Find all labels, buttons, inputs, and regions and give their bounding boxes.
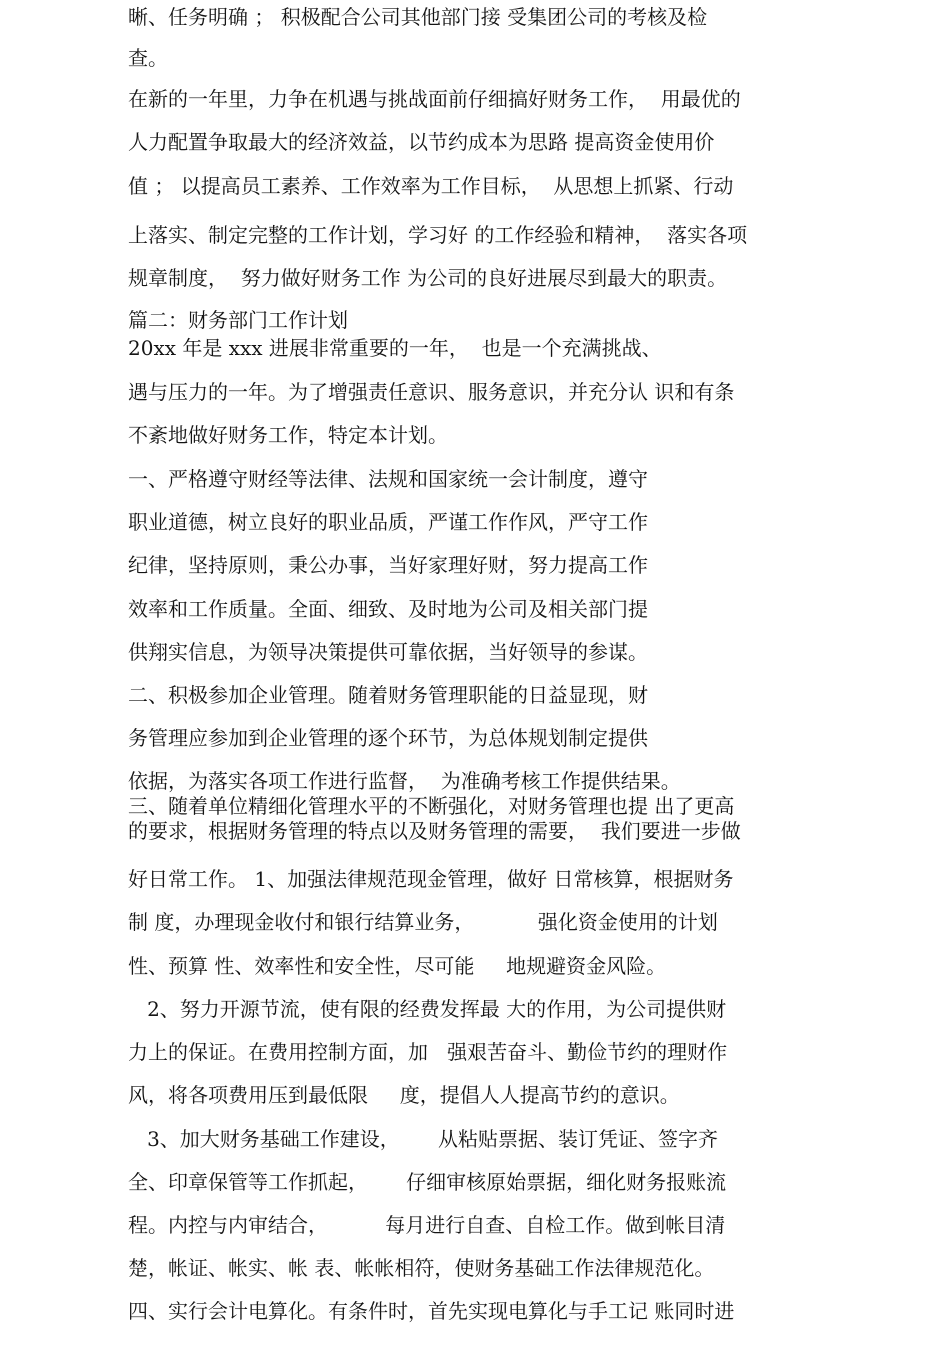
text-line: 制 度，办理现金收付和银行结算业务， 强化资金使用的计划 [128, 910, 718, 934]
text-line: 3、加大财务基础工作建设， 从粘贴票据、装订凭证、签字齐 [128, 1127, 718, 1151]
section-heading: 篇二：财务部门工作计划 [128, 308, 348, 332]
text-line: 规章制度， 努力做好财务工作 为公司的良好进展尽到最大的职责。 [128, 266, 728, 290]
text-line: 依据，为落实各项工作进行监督， 为准确考核工作提供结果。 [128, 769, 681, 793]
text-line: 晰、任务明确 ； 积极配合公司其他部门接 受集团公司的考核及检 [128, 5, 708, 29]
text-line: 楚，帐证、帐实、帐 表、帐帐相符，使财务基础工作法律规范化。 [128, 1256, 715, 1280]
text-line: 二、积极参加企业管理。随着财务管理职能的日益显现，财 [128, 683, 648, 707]
text-line: 职业道德，树立良好的职业品质，严谨工作作风，严守工作 [128, 510, 648, 534]
text-line: 不紊地做好财务工作，特定本计划。 [128, 423, 448, 447]
text-line: 四、实行会计电算化。有条件时，首先实现电算化与手工记 账同时进 [128, 1299, 735, 1323]
text-line: 性、预算 性、效率性和安全性，尽可能 地规避资金风险。 [128, 954, 667, 978]
text-line: 效率和工作质量。全面、细致、及时地为公司及相关部门提 [128, 597, 648, 621]
text-line: 程。内控与内审结合， 每月进行自查、自检工作。做到帐目清 [128, 1213, 726, 1237]
text-line: 三、随着单位精细化管理水平的不断强化，对财务管理也提 出了更高 [128, 794, 735, 818]
text-line: 人力配置争取最大的经济效益，以节约成本为思路 提高资金使用价 [128, 130, 715, 154]
text-line: 的要求，根据财务管理的特点以及财务管理的需要， 我们要进一步做 [128, 819, 741, 843]
text-line: 2、努力开源节流，使有限的经费发挥最 大的作用，为公司提供财 [128, 997, 727, 1021]
text-line: 在新的一年里，力争在机遇与挑战面前仔细搞好财务工作， 用最优的 [128, 87, 741, 111]
text-line: 一、严格遵守财经等法律、法规和国家统一会计制度，遵守 [128, 467, 648, 491]
text-line: 纪律，坚持原则，秉公办事，当好家理好财，努力提高工作 [128, 553, 648, 577]
text-line: 风，将各项费用压到最低限 度，提倡人人提高节约的意识。 [128, 1083, 680, 1107]
text-line: 查。 [128, 46, 168, 70]
text-line: 20xx 年是 xxx 进展非常重要的一年， 也是一个充满挑战、 [128, 336, 662, 360]
text-line: 遇与压力的一年。为了增强责任意识、服务意识，并充分认 识和有条 [128, 380, 735, 404]
text-line: 好日常工作。 1、加强法律规范现金管理，做好 日常核算，根据财务 [128, 867, 734, 891]
text-line: 务管理应参加到企业管理的逐个环节，为总体规划制定提供 [128, 726, 648, 750]
text-line: 供翔实信息，为领导决策提供可靠依据，当好领导的参谋。 [128, 640, 648, 664]
text-line: 力上的保证。在费用控制方面，加 强艰苦奋斗、勤俭节约的理财作 [128, 1040, 728, 1064]
text-line: 全、印章保管等工作抓起， 仔细审核原始票据，细化财务报账流 [128, 1170, 727, 1194]
text-line: 上落实、制定完整的工作计划，学习好 的工作经验和精神， 落实各项 [128, 223, 748, 247]
text-line: 值 ； 以提高员工素养、工作效率为工作目标， 从思想上抓紧、行动 [128, 174, 734, 198]
